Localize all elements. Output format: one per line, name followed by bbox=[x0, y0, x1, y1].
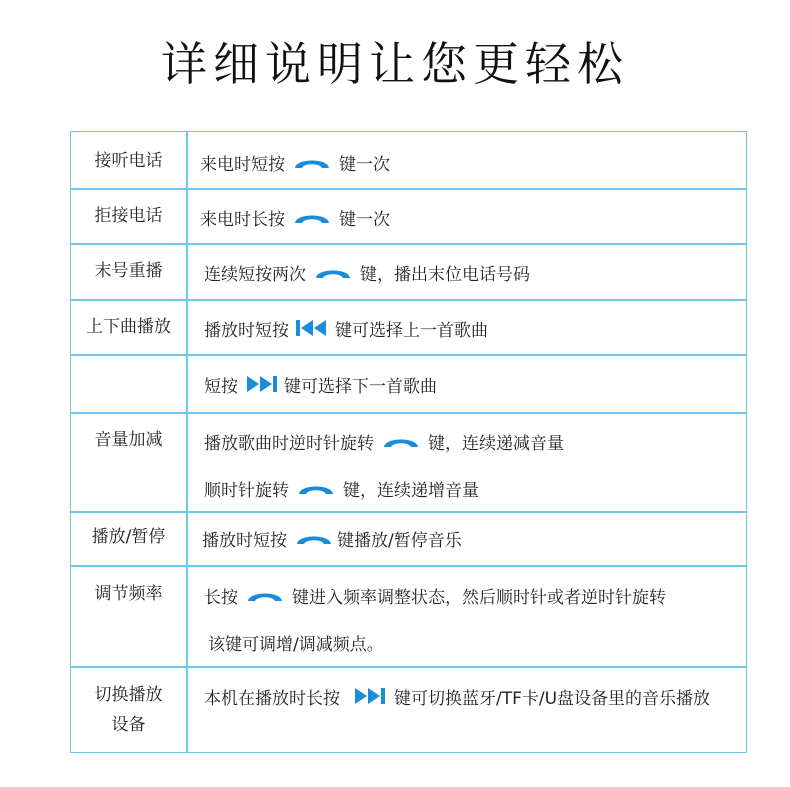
phone-icon bbox=[295, 480, 337, 496]
instruction-text: 键，连续递减音量 bbox=[428, 433, 564, 454]
row-label-switch-device: 切换播放 设备 bbox=[94, 685, 163, 735]
row-label-answer-call: 接听电话 bbox=[94, 151, 163, 171]
phone-icon bbox=[291, 154, 333, 170]
phone-icon bbox=[380, 433, 422, 449]
instruction-text: 键可切换蓝牙/TF卡/U盘设备里的音乐播放 bbox=[394, 688, 711, 709]
row-content-frequency bbox=[186, 581, 746, 609]
row-content-play-pause bbox=[186, 524, 746, 552]
instruction-text: 长按 bbox=[204, 587, 238, 608]
row-divider bbox=[71, 511, 746, 513]
row-label-redial: 末号重播 bbox=[94, 261, 163, 281]
row-content-volume-up bbox=[186, 474, 746, 502]
row-divider bbox=[71, 354, 746, 356]
row-content-previous-track bbox=[186, 314, 746, 342]
phone-icon bbox=[312, 264, 354, 280]
row-content-volume-down bbox=[186, 427, 746, 455]
instruction-text: 播放歌曲时逆时针旋转 bbox=[204, 433, 374, 454]
instruction-text: 来电时短按 bbox=[200, 154, 285, 175]
instruction-table bbox=[70, 131, 747, 753]
instruction-text: 本机在播放时长按 bbox=[204, 688, 340, 709]
row-label-frequency: 调节频率 bbox=[94, 584, 163, 604]
instruction-text: 顺时针旋转 bbox=[204, 480, 289, 501]
row-content-redial bbox=[186, 258, 746, 286]
phone-icon bbox=[291, 209, 333, 225]
row-content-answer-call bbox=[186, 148, 746, 176]
phone-icon bbox=[244, 587, 286, 603]
instruction-text: 该键可调增/调减频点。 bbox=[208, 634, 384, 655]
row-divider bbox=[71, 188, 746, 190]
row-label-track-skip: 上下曲播放 bbox=[86, 317, 171, 337]
row-label-play-pause: 播放/暂停 bbox=[91, 527, 166, 547]
instruction-text: 键，播出末位电话号码 bbox=[360, 264, 530, 285]
phone-icon bbox=[293, 530, 335, 546]
instruction-text: 键进入频率调整状态，然后顺时针或者逆时针旋转 bbox=[292, 587, 666, 608]
instruction-text: 来电时长按 bbox=[200, 209, 285, 230]
row-content-next-track bbox=[186, 370, 746, 398]
row-label-volume: 音量加减 bbox=[94, 430, 163, 450]
row-divider bbox=[71, 565, 746, 567]
instruction-text: 键，连续递增音量 bbox=[343, 480, 479, 501]
instruction-text: 播放时短按 bbox=[204, 320, 289, 341]
previous-track-icon bbox=[295, 319, 329, 337]
instruction-text: 短按 bbox=[204, 376, 238, 397]
instruction-text: 连续短按两次 bbox=[204, 264, 306, 285]
row-content-reject-call bbox=[186, 203, 746, 231]
row-label-reject-call: 拒接电话 bbox=[94, 206, 163, 226]
instruction-text: 键一次 bbox=[339, 209, 390, 230]
page-title: 详细说明让您更轻松 bbox=[161, 37, 629, 91]
next-track-icon bbox=[244, 375, 278, 393]
row-content-frequency-continued bbox=[186, 628, 746, 656]
row-divider bbox=[71, 299, 746, 301]
instruction-text: 键可选择上一首歌曲 bbox=[335, 320, 488, 341]
row-divider bbox=[71, 412, 746, 414]
instruction-text: 键可选择下一首歌曲 bbox=[284, 376, 437, 397]
row-divider bbox=[71, 243, 746, 245]
row-divider bbox=[71, 666, 746, 668]
instruction-text: 键一次 bbox=[339, 154, 390, 175]
row-content-switch-device bbox=[186, 682, 746, 710]
instruction-text: 键播放/暂停音乐 bbox=[337, 530, 462, 551]
next-track-icon bbox=[352, 687, 386, 705]
instruction-text: 播放时短按 bbox=[202, 530, 287, 551]
